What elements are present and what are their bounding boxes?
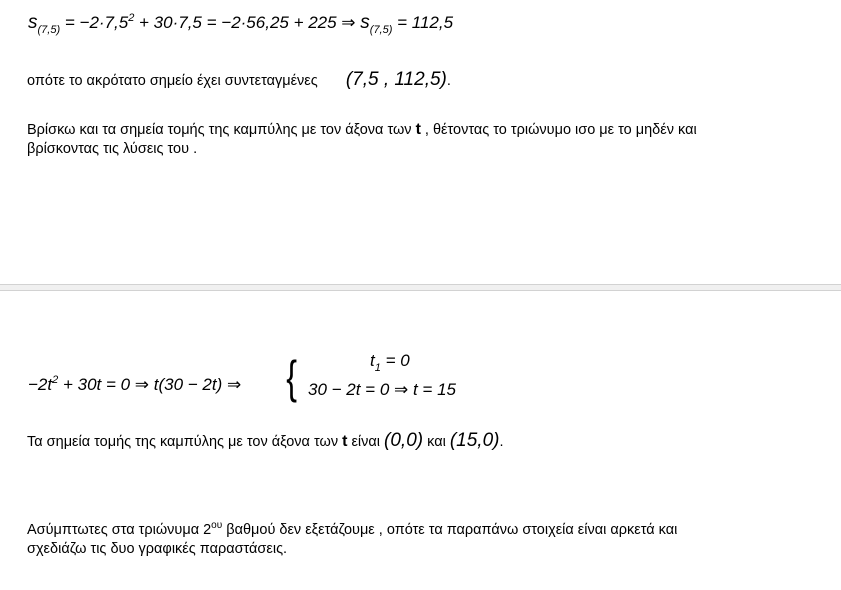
subscript: (7,5) bbox=[37, 24, 61, 36]
exponent: 2 bbox=[128, 12, 135, 24]
paragraph-text: Βρίσκω και τα σημεία τομής της καμπύλης με τον άξονα των bbox=[27, 122, 416, 138]
asymptotes-paragraph bbox=[27, 516, 677, 559]
var-s: s bbox=[360, 12, 370, 33]
document-page-1 bbox=[0, 0, 841, 284]
paragraph-text: Τα σημεία τομής της καμπύλης με τον άξονα των bbox=[27, 434, 343, 450]
case-1 bbox=[370, 351, 410, 374]
equation-part: + 30·7,5 = −2·56,25 + 225 ⇒ bbox=[134, 13, 361, 32]
subscript: (7,5) bbox=[369, 24, 393, 36]
exponent: 2 bbox=[52, 374, 59, 386]
intersection-result bbox=[27, 431, 504, 452]
equation-roots bbox=[28, 374, 241, 395]
intersection-paragraph bbox=[27, 120, 697, 159]
paragraph-text: είναι bbox=[347, 434, 385, 450]
superscript: ου bbox=[211, 520, 223, 531]
equation-part: −2t bbox=[28, 375, 53, 394]
extremum-coordinates: (7,5 , 112,5) bbox=[345, 69, 447, 90]
var-t: t bbox=[370, 351, 375, 370]
case-2: 30 − 2t = 0 ⇒ t = 15 bbox=[308, 380, 456, 399]
extremum-sentence bbox=[27, 70, 451, 91]
equation-part: + 30t = 0 ⇒ t(30 − 2t) ⇒ bbox=[58, 375, 242, 394]
paragraph-text: , θέτοντας το τριώνυμο ισο με το μηδέν και bbox=[420, 122, 697, 138]
page-separator bbox=[0, 284, 841, 291]
var-s: s bbox=[28, 12, 38, 33]
paragraph-text-line2: βρίσκοντας τις λύσεις του . bbox=[27, 141, 198, 157]
bold-t: t bbox=[342, 433, 348, 450]
subscript: 1 bbox=[374, 362, 381, 374]
equation-part: = 0 bbox=[380, 351, 410, 370]
paragraph-text-line2: σχεδιάζω τις δυο γραφικές παραστάσεις. bbox=[27, 540, 288, 557]
document-page-2 bbox=[0, 291, 841, 590]
sentence-text: οπότε το ακρότατο σημείο έχει συντεταγμένες bbox=[27, 73, 318, 89]
equation-s-value bbox=[28, 12, 453, 36]
paragraph-text: βαθμού δεν εξετάζουμε , οπότε τα παραπάνω στοιχεία είναι αρκετά και bbox=[222, 521, 678, 538]
point-15-0: (15,0) bbox=[449, 430, 500, 451]
paragraph-text: και bbox=[423, 434, 450, 450]
equation-result: = 112,5 bbox=[392, 13, 454, 32]
period: . bbox=[499, 434, 504, 450]
equation-part: = −2·7,5 bbox=[64, 13, 129, 32]
system-brace: { bbox=[286, 351, 298, 403]
period: . bbox=[446, 73, 451, 89]
paragraph-text: Ασύμπτωτες στα τριώνυμα 2 bbox=[27, 521, 212, 538]
point-origin: (0,0) bbox=[384, 430, 424, 451]
bold-t: t bbox=[415, 121, 421, 138]
